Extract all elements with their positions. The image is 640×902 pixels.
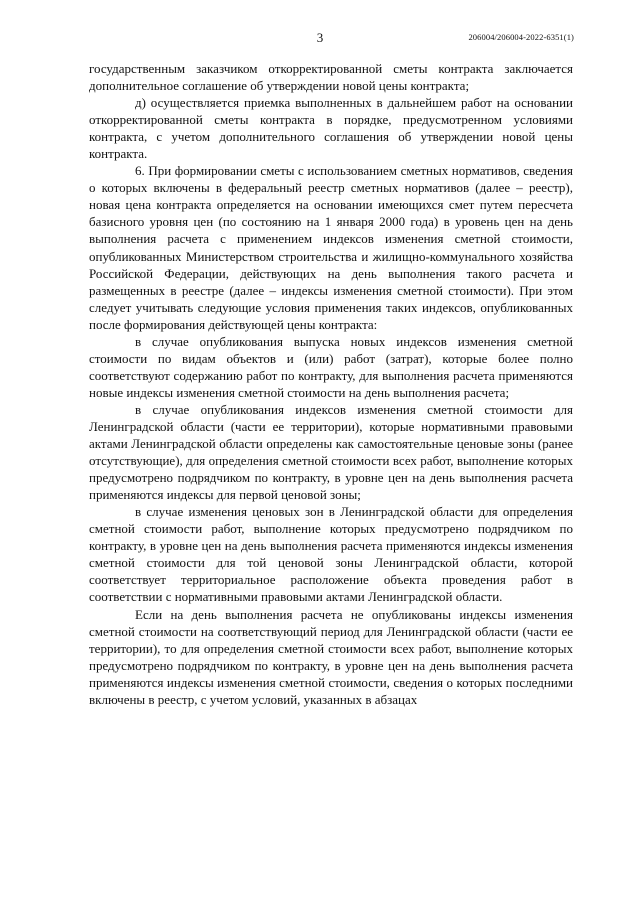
paragraph-condition-new-indices: в случае опубликования выпуска новых индексов изменения сметной стоимости по видам объектов и (или) работ (затрат), которые более полно соответствуют содержанию работ по контракту, для выполнения расчета применяются новые индексы изменения сметной стоимости на день выполнения расчета; <box>89 333 573 400</box>
paragraph-clause-6: 6. При формировании сметы с использованием сметных нормативов, сведения о которых включены в федеральный реестр сметных нормативов (далее – реестр), новая цена контракта определяется на основании имеющихся смет путем пересчета базисного уровня цен (по состоянию на 1 января 2000 года) в уровень цен на день выполнения расчета с применением индексов изменения сметной стоимости, опубликованных Министерством строительства и жилищно-коммунального хозяйства Российской Федерации, действующих на день выполнения такого расчета и размещенных в реестре (далее – индексы изменения сметной стоимости). При этом следует учитывать следующие условия применения таких индексов, опубликованных после формирования действующей цены контракта: <box>89 163 573 332</box>
paragraph-if-not-published: Если на день выполнения расчета не опубликованы индексы изменения сметной стоимости на соответствующий период для Ленинградской области (части ее территории), то для определения сметной стоимости всех работ, выполнение которых предусмотрено подрядчиком по контракту, в уровне цен на день выполнения расчета применяются индексы изменения сметной стоимости, сведения о которых последними включены в реестр, с учетом условий, указанных в абзацах <box>89 606 573 707</box>
paragraph-continuation: государственным заказчиком откорректированной сметы контракта заключается дополнительное соглашение об утверждении новой цены контракта; <box>89 61 573 94</box>
paragraph-item-d: д) осуществляется приемка выполненных в дальнейшем работ на основании откорректированной сметы контракта в порядке, предусмотренном условиями контракта, с учетом дополнительного соглашения об утверждении новой цены контракта. <box>89 95 573 162</box>
document-body <box>89 60 573 708</box>
document-id: 206004/206004-2022-6351(1) <box>468 32 574 42</box>
paragraph-condition-new-zones: в случае опубликования индексов изменения сметной стоимости для Ленинградской области (части ее территории), которые нормативными правовыми актами Ленинградской области определены как самостоятельные ценовые зоны (ранее отсутствующие), для определения сметной стоимости всех работ, выполнение которых предусмотрено подрядчиком по контракту, в уровне цен на день выполнения расчета применяются индексы для первой ценовой зоны; <box>89 401 573 503</box>
page-number: 3 <box>316 30 324 45</box>
paragraph-condition-zone-change: в случае изменения ценовых зон в Ленинградской области для определения сметной стоимости работ, выполнение которых предусмотрено подрядчиком по контракту, в уровне цен на день выполнения расчета применяются индексы изменения сметной стоимости для той ценовой зоны Ленинградской области, которой соответствует территориальное расположение объекта проведения работ в соответствии с нормативными правовыми актами Ленинградской области. <box>89 504 573 605</box>
